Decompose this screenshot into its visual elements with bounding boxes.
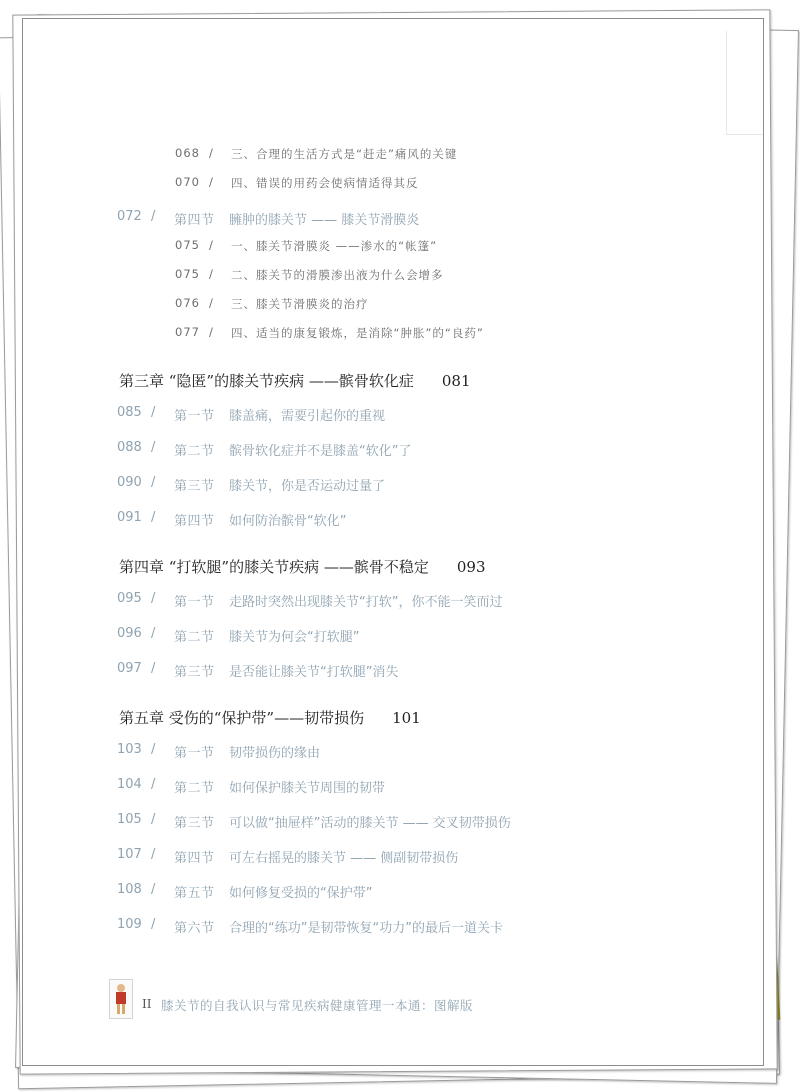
toc-page-number: 096 xyxy=(117,626,142,641)
toc-section-label: 第四节 xyxy=(174,213,215,228)
toc-section-title: 臃肿的膝关节 —— 膝关节滑膜炎 xyxy=(229,213,420,228)
toc-section-label: 第四节 xyxy=(174,514,215,529)
toc-section-title: 可左右摇晃的膝关节 —— 侧副韧带损伤 xyxy=(229,851,459,866)
toc-subentry-title: 四、适当的康复锻炼，是消除“肿胀”的“良药” xyxy=(231,326,484,340)
toc-section-title: 走路时突然出现膝关节“打软”，你不能一笑而过 xyxy=(229,595,503,610)
toc-section-label: 第五节 xyxy=(174,886,215,901)
toc-section-title: 膝关节，你是否运动过量了 xyxy=(229,479,386,494)
toc-page-number: 077 xyxy=(175,325,200,339)
toc-separator: / xyxy=(151,209,156,224)
toc-section-label: 第一节 xyxy=(174,595,215,610)
toc-section-title: 可以做“抽屉样”活动的膝关节 —— 交叉韧带损伤 xyxy=(229,816,511,831)
toc-page-number: 095 xyxy=(117,591,142,606)
toc-separator: / xyxy=(209,175,214,189)
toc-page-number: 070 xyxy=(175,175,200,189)
toc-page-number: 090 xyxy=(117,475,142,490)
toc-page-number: 108 xyxy=(117,882,142,897)
toc-chapter-heading[interactable] xyxy=(119,370,471,391)
toc-page xyxy=(22,18,764,1066)
toc-page-number: 085 xyxy=(117,405,142,420)
toc-section-title: 是否能让膝关节“打软腿”消失 xyxy=(229,665,399,680)
toc-separator: / xyxy=(151,777,156,792)
toc-separator: / xyxy=(151,812,156,827)
toc-section-title: 如何防治髌骨“软化” xyxy=(229,514,347,529)
toc-subentry-title: 四、错误的用药会使病情适得其反 xyxy=(231,176,419,190)
toc-section-label: 第三节 xyxy=(174,479,215,494)
footer-page-number: II xyxy=(142,997,152,1011)
toc-separator: / xyxy=(151,742,156,757)
toc-page-number: 103 xyxy=(117,742,142,757)
toc-page-number: 072 xyxy=(117,209,142,224)
toc-separator: / xyxy=(209,325,214,339)
toc-section-label: 第一节 xyxy=(174,409,215,424)
chapter-page-number: 093 xyxy=(456,558,486,576)
toc-page-number: 104 xyxy=(117,777,142,792)
toc-section-title: 如何保护膝关节周围的韧带 xyxy=(229,781,386,796)
toc-page-number: 109 xyxy=(117,917,142,932)
toc-subentry-title: 三、合理的生活方式是“赶走”痛风的关键 xyxy=(231,147,458,161)
toc-page-number: 097 xyxy=(117,661,142,676)
toc-chapter-heading[interactable] xyxy=(119,556,486,577)
toc-separator: / xyxy=(151,475,156,490)
toc-section-title: 膝盖痛，需要引起你的重视 xyxy=(229,409,386,424)
toc-subentry-title: 三、膝关节滑膜炎的治疗 xyxy=(231,297,369,311)
toc-separator: / xyxy=(209,296,214,310)
toc-section-label: 第四节 xyxy=(174,851,215,866)
toc-section-label: 第二节 xyxy=(174,781,215,796)
toc-page-number: 088 xyxy=(117,440,142,455)
toc-section-label: 第六节 xyxy=(174,921,215,936)
toc-section-title: 韧带损伤的缘由 xyxy=(229,746,321,761)
chapter-title: 第四章 “打软腿”的膝关节疾病 ——髌骨不稳定 xyxy=(119,558,429,576)
toc-section-title: 膝关节为何会“打软腿” xyxy=(229,630,360,645)
chapter-title: 第三章 “隐匿”的膝关节疾病 ——髌骨软化症 xyxy=(119,372,414,390)
toc-section-label: 第二节 xyxy=(174,630,215,645)
toc-page-number: 075 xyxy=(175,238,200,252)
toc-section-title: 髌骨软化症并不是膝盖“软化”了 xyxy=(229,444,412,459)
chapter-title: 第五章 受伤的“保护带”——韧带损伤 xyxy=(119,709,365,727)
toc-separator: / xyxy=(151,440,156,455)
toc-separator: / xyxy=(151,661,156,676)
toc-section-label: 第三节 xyxy=(174,816,215,831)
toc-separator: / xyxy=(151,847,156,862)
toc-chapter-heading[interactable] xyxy=(119,707,421,728)
toc-page-number: 075 xyxy=(175,267,200,281)
toc-separator: / xyxy=(151,882,156,897)
toc-section-label: 第二节 xyxy=(174,444,215,459)
toc-section-label: 第一节 xyxy=(174,746,215,761)
page-footer xyxy=(109,979,609,1019)
footer-book-title: 膝关节的自我认识与常见疾病健康管理一本通：图解版 xyxy=(161,998,474,1013)
toc-page-number: 076 xyxy=(175,296,200,310)
toc-page-number: 107 xyxy=(117,847,142,862)
runner-mascot-icon xyxy=(109,979,133,1019)
toc-separator: / xyxy=(151,591,156,606)
toc-subentry-title: 一、膝关节滑膜炎 ——渗水的“帐篷” xyxy=(231,239,438,253)
toc-section-label: 第三节 xyxy=(174,665,215,680)
toc-subentry-title: 二、膝关节的滑膜渗出液为什么会增多 xyxy=(231,268,444,282)
chapter-page-number: 101 xyxy=(392,709,421,727)
chapter-page-number: 081 xyxy=(441,372,471,390)
toc-section-title: 合理的“练功”是韧带恢复“功力”的最后一道关卡 xyxy=(229,921,503,936)
toc-page-number: 068 xyxy=(175,146,200,160)
toc-separator: / xyxy=(209,146,214,160)
toc-page-number: 105 xyxy=(117,812,142,827)
toc-page-number: 091 xyxy=(117,510,142,525)
toc-section-title: 如何修复受损的“保护带” xyxy=(229,886,373,901)
toc-separator: / xyxy=(151,510,156,525)
toc-separator: / xyxy=(209,238,214,252)
page-corner-mark xyxy=(726,31,763,135)
toc-separator: / xyxy=(209,267,214,281)
toc-separator: / xyxy=(151,626,156,641)
toc-separator: / xyxy=(151,917,156,932)
toc-separator: / xyxy=(151,405,156,420)
